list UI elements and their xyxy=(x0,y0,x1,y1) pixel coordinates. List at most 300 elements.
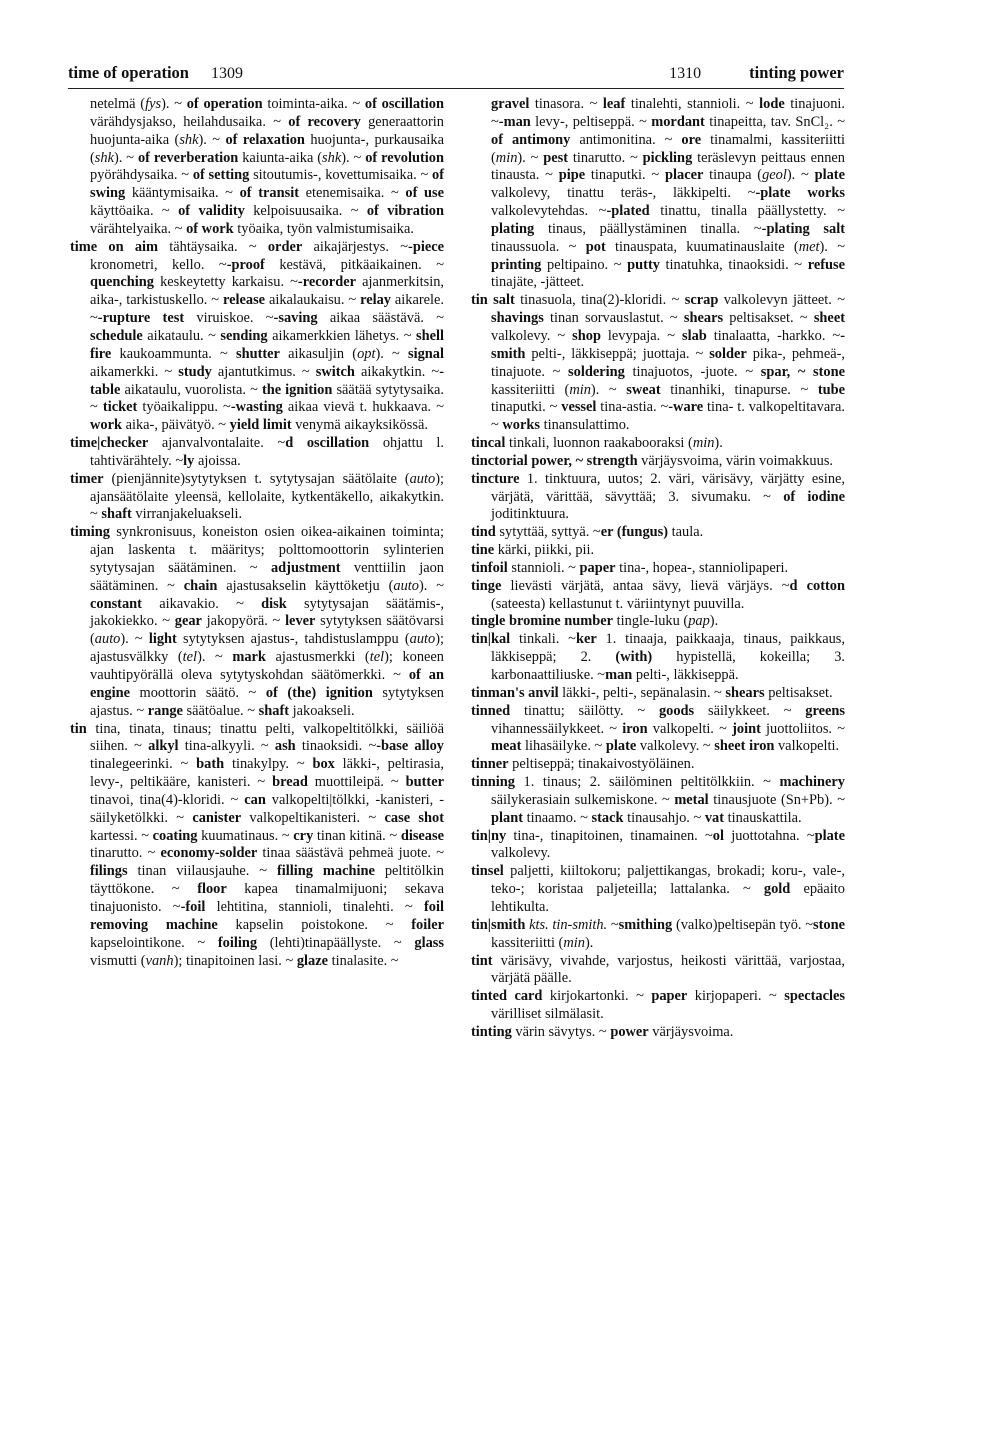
entry-term: floor xyxy=(197,881,227,898)
entry-label: pap xyxy=(688,613,710,630)
dictionary-entry xyxy=(471,1024,845,1042)
entry-text: tinalasite. ~ xyxy=(328,952,399,969)
entry-term: tinctorial power, ~ strength xyxy=(471,452,638,469)
entry-term: alkyl xyxy=(148,738,179,755)
entry-term: plate xyxy=(605,738,637,755)
right-column xyxy=(471,96,845,1042)
entry-text: tinakylpy. ~ xyxy=(224,756,313,773)
entry-text: värilliset silmälasit. xyxy=(491,1006,604,1023)
entry-term: tinning xyxy=(471,774,515,791)
entry-text: ); tinapitoinen lasi. ~ xyxy=(173,952,297,969)
entry-text: kaukoammunta. ~ xyxy=(111,345,236,362)
entry-term: shears xyxy=(683,310,724,327)
entry-text: tinaa säästävä pehmeä juote. ~ xyxy=(257,845,444,862)
entry-text: ). ~ xyxy=(418,577,444,594)
entry-term: paper xyxy=(579,559,616,576)
entry-text: kassiteriitti ( xyxy=(491,934,564,951)
entry-text: virranjakeluakseli. xyxy=(131,506,243,523)
entry-term: plate xyxy=(814,167,845,184)
entry-term: of setting xyxy=(192,167,250,184)
entry-text: aikamerkki. ~ xyxy=(90,363,179,380)
entry-text: ). xyxy=(584,934,594,951)
entry-text: tinalegeerinki. ~ xyxy=(90,756,197,773)
entry-term: schedule xyxy=(90,327,143,344)
entry-text: ajastusakselin käyttöketju ( xyxy=(217,577,394,594)
entry-text: tinattu; säilötty. ~ xyxy=(510,702,659,719)
entry-term: -man xyxy=(498,113,531,130)
entry-text: tina-alkyyli. ~ xyxy=(178,738,275,755)
entry-text: käyttöaika. ~ xyxy=(90,203,179,220)
entry-text: pelti-, läkkiseppä; juottaja. ~ xyxy=(525,345,710,362)
entry-term: -proof xyxy=(226,256,265,273)
entry-term: tine xyxy=(471,542,495,559)
entry-text: tinatuhka, tinaoksidi. ~ xyxy=(659,256,808,273)
entry-text: pelti-, läkkiseppä. xyxy=(632,667,739,683)
entry-label: min xyxy=(563,934,585,951)
entry-text: paljetti, kiiltokoru; paljettikangas, brokadi; koru-, vale-, teko-; koristaa paljeteilla; lattalanka. ~ xyxy=(491,863,845,898)
entry-text: stannioli. ~ xyxy=(507,559,580,576)
entry-text: hypistellä, kokeilla; 3. karbonaattiliuske. ~ xyxy=(491,649,845,683)
entry-text: antimonitina. ~ xyxy=(570,131,682,148)
entry-text: epäaito lehtikulta. xyxy=(491,881,845,915)
entry-text: ~ xyxy=(607,916,619,933)
entry-text: kronometri, kello. ~ xyxy=(90,256,227,273)
entry-text: ); ajastusvälkky ( xyxy=(90,631,445,666)
entry-term: paper xyxy=(651,988,688,1005)
entry-term: ly xyxy=(183,452,195,469)
entry-term: tube xyxy=(817,381,845,398)
entry-term: shop xyxy=(572,327,601,344)
entry-text: tinan kitinä. ~ xyxy=(313,827,401,844)
entry-term: -wasting xyxy=(230,399,283,416)
entry-term: of recovery xyxy=(288,113,361,130)
entry-term: tinfoil xyxy=(471,559,508,576)
entry-term: -ware xyxy=(668,399,704,416)
entry-text: kärki, piikki, pii. xyxy=(494,542,595,559)
entry-text: säilykerasiain sulkemiskone. ~ xyxy=(491,791,675,808)
entry-text: valkolevyn jätteet. ~ xyxy=(718,292,845,309)
entry-text: tina-, tinapitoinen, tinamainen. ~ xyxy=(506,827,713,844)
entry-term: placer xyxy=(665,167,704,184)
entry-text: tinausjuote (Sn+Pb). ~ xyxy=(708,791,845,808)
entry-text: aikaa säästävä. ~ xyxy=(317,310,444,327)
entry-term: stone xyxy=(813,916,846,933)
entry-label: auto xyxy=(409,470,436,487)
entry-term: plate xyxy=(814,827,845,844)
entry-text: peltiseppä; tinakaivostyöläinen. xyxy=(508,756,695,773)
entry-text: ajoissa. xyxy=(194,452,241,469)
entry-term: canister xyxy=(192,809,242,826)
entry-text: tina- t. valkopeltitavara. ~ xyxy=(491,399,845,434)
entry-text: säätöalue. ~ xyxy=(182,702,259,719)
entry-text: ajastusmerkki ( xyxy=(265,649,370,666)
entry-text: tinajuoni. ~ xyxy=(491,96,846,130)
entry-text: tinkali, luonnon raakabooraksi ( xyxy=(505,435,693,452)
entry-text: tähtäysaika. ~ xyxy=(158,238,268,255)
entry-term: stack xyxy=(591,809,624,826)
entry-text: värähdysjakso, heilahdusaika. ~ xyxy=(90,113,289,130)
entry-text: kuumatinaus. ~ xyxy=(197,827,294,844)
entry-term: refuse xyxy=(807,256,845,273)
header-rule xyxy=(68,88,844,89)
entry-text: tinauspata, kuumatinauslaite ( xyxy=(605,238,799,255)
entry-text: tinansulattimo. xyxy=(539,417,630,434)
entry-label: tel xyxy=(369,649,385,666)
entry-label: opt xyxy=(357,345,376,362)
entry-text: levy-, peltiseppä. ~ xyxy=(530,113,652,130)
dictionary-entry xyxy=(471,774,845,828)
entry-term: (with) xyxy=(615,649,653,666)
entry-text: teräslevyn peittaus ennen tinausta. ~ xyxy=(491,149,846,184)
entry-text: tinauskattila. xyxy=(724,809,802,826)
dictionary-entry xyxy=(471,756,845,774)
entry-text: värähtelyaika. ~ xyxy=(90,220,187,237)
entry-text: pyörähdysaika. ~ xyxy=(90,167,193,184)
entry-term: time on aim xyxy=(70,238,159,255)
entry-text: aikaa vievä t. hukkaava. ~ xyxy=(282,399,444,416)
entry-text: tinamalmi, kassiteriitti ( xyxy=(491,131,845,166)
entry-term: -plated xyxy=(606,203,650,220)
entry-label: shk xyxy=(94,149,114,166)
entry-term: shaft xyxy=(101,506,132,523)
entry-term: works xyxy=(502,417,540,434)
entry-text: juottoliitos. ~ xyxy=(760,720,845,737)
entry-term: putty xyxy=(627,256,660,273)
entry-text: peltipaino. ~ xyxy=(541,256,628,273)
entry-text: muottileipä. ~ xyxy=(307,774,406,791)
dictionary-entry xyxy=(471,863,845,917)
entry-text: aikataulu, vuorolista. ~ xyxy=(120,381,262,398)
entry-text: pika-, pehmeä-, tinajuote. ~ xyxy=(491,345,845,380)
dictionary-entry xyxy=(471,471,845,525)
entry-term: meat xyxy=(491,738,522,755)
entry-term: of work xyxy=(186,220,234,237)
entry-text: kapselin poistokone. ~ xyxy=(217,916,412,933)
entry-term: pipe xyxy=(558,167,586,184)
entry-text: tinaoksidi. ~ xyxy=(295,738,377,755)
entry-term: leaf xyxy=(602,96,626,112)
entry-term: spar, ~ stone xyxy=(760,363,845,380)
entry-term: work xyxy=(90,417,122,434)
entry-text: aikamerkkien lähetys. ~ xyxy=(267,327,416,344)
entry-text: levypaja. ~ xyxy=(600,327,682,344)
entry-term: of relaxation xyxy=(225,131,305,148)
entry-text: ); ajansäätölaite yleensä, kellolaite, kytkentäkello, aikakytkin. ~ xyxy=(90,470,444,523)
entry-term: pickling xyxy=(642,149,693,166)
entry-text: ). ~ xyxy=(786,167,815,184)
entry-text: ). ~ xyxy=(375,345,408,362)
entry-text: kapea tinamalmijuoni; sekava tinajuonisto. ~ xyxy=(90,881,444,915)
entry-label: tel xyxy=(182,649,198,666)
entry-text: jakoakseli. xyxy=(289,702,355,719)
entry-term: glaze xyxy=(296,952,329,969)
entry-text: tinaamo. ~ xyxy=(523,809,592,826)
entry-text: tinasora. ~ xyxy=(529,96,603,112)
entry-text: sytytyksen säätövarsi ( xyxy=(90,613,444,648)
entry-text: etenemisaika. ~ xyxy=(299,185,406,202)
entry-term: power xyxy=(610,1023,649,1040)
entry-term: box xyxy=(312,756,335,773)
entry-text: säätää sytytysaika. ~ xyxy=(90,381,444,416)
entry-term: plating xyxy=(491,220,535,237)
entry-text: tinattu, tinalla päällystetty. ~ xyxy=(649,203,845,220)
entry-term: metal xyxy=(674,791,709,808)
entry-term: goods xyxy=(658,702,695,719)
entry-label: min xyxy=(569,381,591,398)
entry-term: ash xyxy=(274,738,296,755)
entry-term: filings xyxy=(90,863,128,880)
entry-term: of reverberation xyxy=(137,149,239,166)
entry-text: tinarutto. ~ xyxy=(568,149,643,166)
entry-term: disk xyxy=(261,595,287,612)
entry-text: (valko)peltisepän työ. ~ xyxy=(672,916,814,933)
entry-text: vismutti ( xyxy=(90,952,146,969)
dictionary-entry xyxy=(471,917,845,953)
right-page-header xyxy=(647,63,844,87)
entry-text: tinaputki. ~ xyxy=(491,399,562,416)
entry-term: glass xyxy=(414,934,444,951)
entry-term: constant xyxy=(90,595,142,612)
entry-text: aika-, päivätyö. ~ xyxy=(121,417,230,434)
continued-entry xyxy=(70,96,444,239)
entry-term: the ignition xyxy=(261,381,333,398)
entry-text: työaikalippu. ~ xyxy=(137,399,231,416)
entry-text: 1. tinaaja, paikkaaja, tinaus, paikkaus, läkkiseppä; 2. xyxy=(491,631,845,666)
entry-term: sheet xyxy=(813,310,845,327)
entry-term: bath xyxy=(196,756,225,773)
dictionary-entry xyxy=(471,613,845,631)
entry-term: foiler xyxy=(411,916,444,933)
entry-text: aikavakio. ~ xyxy=(141,595,262,612)
entry-text: peltisakset. xyxy=(764,684,833,701)
left-header-headword: time of operation xyxy=(68,63,189,82)
entry-term: ker xyxy=(575,631,597,648)
entry-text: kääntymisaika. ~ xyxy=(125,185,240,202)
entry-term: sweat xyxy=(626,381,661,398)
entry-text: aikajärjestys. ~ xyxy=(302,238,409,255)
entry-text: tinavoi, tina(4)-kloridi. ~ xyxy=(90,791,245,808)
dictionary-entry xyxy=(471,292,845,435)
entry-text: kaiunta-aika ( xyxy=(238,149,323,166)
entry-term: tinsel xyxy=(471,863,504,880)
right-header-headword: tinting power xyxy=(749,63,844,82)
entry-text: ). ~ xyxy=(161,96,187,112)
entry-text: tinan viilausjauhe. ~ xyxy=(127,863,278,880)
entry-text: 1. tinktuura, uutos; 2. väri, värisävy, värjätty esine, värjätä, värittää, sävyttää; 3. sivumaku. ~ xyxy=(491,470,845,505)
entry-term: chain xyxy=(183,577,218,594)
entry-text: moottorin säätö. ~ xyxy=(129,684,266,701)
entry-text: värisävy, vivahde, varjostus, heikosti värittää, varjostaa, värjätä päälle. xyxy=(491,952,845,987)
entry-term: gravel xyxy=(491,96,530,112)
entry-term: tinned xyxy=(471,702,511,719)
left-header-page-number: 1309 xyxy=(210,65,243,82)
entry-text: sytytysajan säätämis-, jakokiekko. ~ xyxy=(90,595,444,630)
entry-text: ohjattu l. tahtivärähtely. ~ xyxy=(90,435,445,469)
entry-term: of antimony xyxy=(491,131,571,148)
entry-term: of oscillation xyxy=(364,96,445,112)
entry-label: min xyxy=(692,435,715,452)
entry-term: gold xyxy=(763,881,791,898)
entry-term: machinery xyxy=(779,774,845,791)
entry-term: -plating salt xyxy=(761,220,845,237)
entry-text: ). ~ xyxy=(819,238,845,255)
entry-term: of an engine xyxy=(90,667,444,701)
entry-term: disease xyxy=(400,827,444,844)
entry-text: ). ~ xyxy=(590,381,627,398)
entry-term: tin|smith xyxy=(471,916,526,933)
entry-term: timing xyxy=(70,524,110,541)
dictionary-entry xyxy=(471,988,845,1024)
entry-label: met xyxy=(798,238,820,255)
dictionary-entry xyxy=(471,524,845,542)
dictionary-entry xyxy=(471,685,845,703)
entry-label: fys xyxy=(145,96,162,112)
entry-text: aikarele. ~ xyxy=(90,292,444,327)
dictionary-entry xyxy=(70,239,444,435)
entry-text: tinasuola, tina(2)-kloridi. ~ xyxy=(514,292,685,309)
entry-term: tinted card xyxy=(471,988,543,1005)
left-page-header xyxy=(68,63,265,87)
entry-text: valkopelti. ~ xyxy=(647,720,733,737)
entry-label: vanh xyxy=(145,952,174,969)
entry-term: of (the) ignition xyxy=(265,684,373,701)
entry-term: tin xyxy=(70,720,87,737)
entry-term: foiling xyxy=(217,934,258,951)
entry-term: lode xyxy=(759,96,785,112)
entry-text: tinausahjo. ~ xyxy=(623,809,705,826)
entry-term: mark xyxy=(232,649,266,666)
entry-text: viruiskoe. ~ xyxy=(184,310,274,327)
entry-term: printing xyxy=(491,256,542,273)
entry-term: can xyxy=(244,791,266,808)
entry-text: valkolevy, tinattu teräs-, läkkipelti. ~ xyxy=(491,185,756,202)
entry-text: valkolevy. xyxy=(491,845,551,862)
entry-text: generaattorin huojunta-aika ( xyxy=(90,113,444,148)
entry-term: adjustment xyxy=(270,559,341,576)
entry-term: shavings xyxy=(491,310,544,327)
entry-term: tint xyxy=(471,952,493,969)
entry-text: värjäysvoima. xyxy=(648,1023,734,1040)
entry-text: tina, tinata, tinaus; tinattu pelti, valkopeltitölkki, säiliöä siihen. ~ xyxy=(86,720,444,755)
dictionary-entry xyxy=(471,631,845,685)
entry-text: peltitölkin täyttökone. ~ xyxy=(90,863,444,898)
entry-term: time|checker xyxy=(70,435,149,452)
entry-term: of use xyxy=(405,185,445,202)
entry-text: joditinktuura. xyxy=(491,506,569,523)
entry-term: shaft xyxy=(258,702,290,719)
entry-text: toiminta-aika. ~ xyxy=(262,96,365,112)
entry-text: netelmä ( xyxy=(90,96,146,112)
entry-text: säilykkeet. ~ xyxy=(694,702,806,719)
entry-term: of revolution xyxy=(365,149,444,166)
entry-text: tina-, hopea-, stanniolipaperi. xyxy=(615,559,789,576)
entry-text: valkolevytehdas. ~ xyxy=(491,203,607,220)
entry-term: of operation xyxy=(186,96,263,112)
entry-term: quenching xyxy=(90,274,154,291)
entry-text: aikakytkin. ~ xyxy=(354,363,440,380)
entry-term: greens xyxy=(805,702,845,719)
entry-term: ore xyxy=(681,131,702,148)
entry-term: pot xyxy=(585,238,606,255)
continued-entry xyxy=(471,96,845,292)
entry-text: (lehti)tinapäällyste. ~ xyxy=(257,934,415,951)
entry-term: signal xyxy=(408,345,444,362)
entry-term: -plate works xyxy=(755,185,845,202)
entry-term: shutter xyxy=(235,345,280,362)
entry-term: tingle bromine number xyxy=(471,613,614,630)
entry-term: tincture xyxy=(471,470,520,487)
entry-text: ajantutkimus. ~ xyxy=(211,363,316,380)
entry-term: -base alloy xyxy=(376,738,444,755)
entry-text: aikasuljin ( xyxy=(279,345,358,362)
entry-text: aikataulu. ~ xyxy=(142,327,221,344)
entry-term: man xyxy=(605,667,633,683)
entry-term: of vibration xyxy=(366,203,444,220)
entry-text: ajanvalvontalaite. ~ xyxy=(148,435,286,452)
entry-text: värin sävytys. ~ xyxy=(511,1023,611,1040)
entry-label: kts. tin-smith. xyxy=(529,916,608,933)
dictionary-entry xyxy=(70,524,444,720)
entry-term: sheet iron xyxy=(714,738,775,755)
dictionary-entry xyxy=(471,828,845,864)
entry-term: ticket xyxy=(102,399,138,416)
entry-term: -foil xyxy=(180,898,206,915)
entry-term: ol xyxy=(712,827,724,844)
dictionary-entry xyxy=(70,435,444,471)
entry-text: jakopyörä. ~ xyxy=(201,613,286,630)
entry-text: valkopelti. xyxy=(774,738,840,755)
entry-term: spectacles xyxy=(784,988,845,1005)
entry-term: vat xyxy=(704,809,725,826)
entry-text: vihannessäilykkeet. ~ xyxy=(491,720,623,737)
entry-label: shk xyxy=(179,131,199,148)
entry-text: tinalehti, stannioli. ~ xyxy=(625,96,760,112)
entry-text: synkronisuus, koneiston osien oikea-aikainen toiminta; ajan laskenta t. määritys; polttomoottorin sylinterien sytytysajan säätäminen. ~ xyxy=(90,524,444,576)
entry-term: -recorder xyxy=(297,274,356,291)
entry-text: ). ~ xyxy=(113,149,138,166)
entry-text: tinarutto. ~ xyxy=(90,845,161,862)
entry-text: tinaputki. ~ xyxy=(585,167,665,184)
entry-term: of swing xyxy=(90,167,445,202)
entry-text: lievästi värjätä, antaa sävy, lievä värjäys. ~ xyxy=(501,577,790,594)
entry-term: shell fire xyxy=(90,327,444,362)
entry-term: timer xyxy=(70,470,104,487)
dictionary-entry xyxy=(70,721,444,971)
entry-text: ). xyxy=(709,613,719,630)
entry-term: cry xyxy=(293,827,314,844)
entry-text: valkopeltikanisteri. ~ xyxy=(241,809,385,826)
entry-term: er (fungus) xyxy=(600,524,669,541)
entry-text: juottotahna. ~ xyxy=(723,827,815,844)
entry-term: plant xyxy=(491,809,523,826)
entry-term: tinman's anvil xyxy=(471,684,559,701)
entry-text: venttiilin jaon säätäminen. ~ xyxy=(90,559,444,594)
entry-text: tinkali. ~ xyxy=(510,631,576,648)
entry-text: sytytyksen ajastus-, tahdistuslamppu ( xyxy=(176,631,410,648)
entry-text: kestävä, pitkäaikainen. ~ xyxy=(264,256,444,273)
entry-text: sitoutumis-, kovettumisaika. ~ xyxy=(249,167,433,184)
dictionary-entry xyxy=(471,560,845,578)
dictionary-entry xyxy=(471,578,845,614)
entry-term: soldering xyxy=(568,363,625,380)
entry-term: of iodine xyxy=(783,488,845,505)
entry-text: kartessi. ~ xyxy=(90,827,153,844)
dictionary-entry xyxy=(471,953,845,989)
entry-text: ). ~ xyxy=(120,631,149,648)
entry-term: scrap xyxy=(684,292,719,309)
entry-text: venymä aikayksikössä. xyxy=(291,417,428,434)
entry-term: tinting xyxy=(471,1023,512,1040)
